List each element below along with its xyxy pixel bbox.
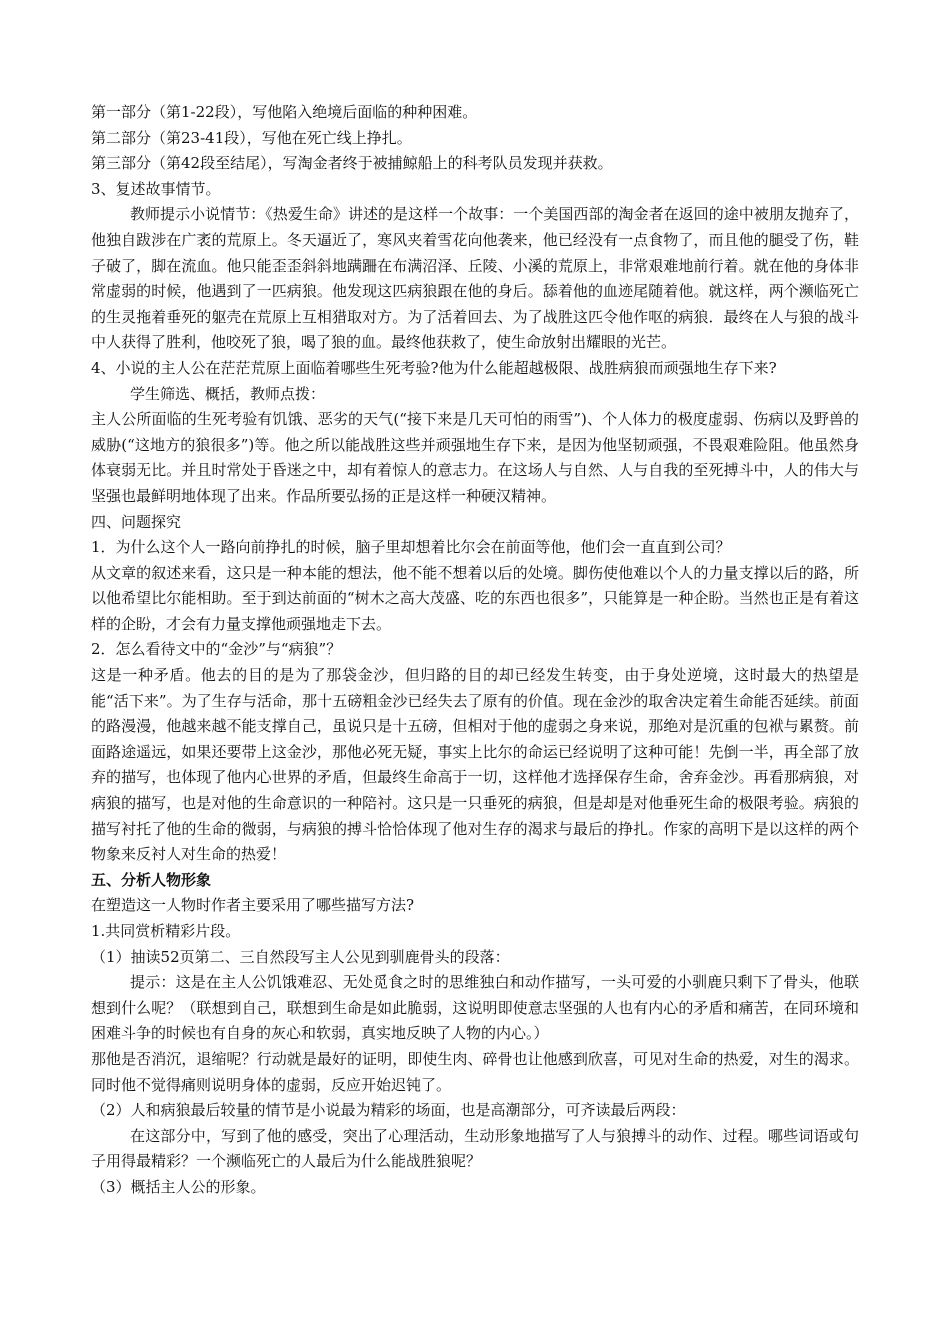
heading-appreciate-passages: 1.共同赏析精彩片段。 [91, 922, 241, 940]
paragraph-analysis-one: 那他是否消沉，退缩呢？行动就是最好的证明，即使生肉、碎骨也让他感到欣喜，可见对生命的热爱，对生的渴求。同时他不觉得痛则说明身体的虚弱，反应开始迟钝了。 [91, 1049, 859, 1094]
paragraph-hint-one: 提示：这是在主人公饥饿难忍、无处觅食之时的思维独白和动作描写，一头可爱的小驯鹿只剩下了骨头，他联想到什么呢？（联想到自己，联想到生命是如此脆弱，这说明即使意志坚强的人也有内心的矛盾和痛苦，在同环境和困难斗争的时候也有自身的灰心和软弱，真实地反映了人物的内心。） [91, 973, 859, 1043]
document-page [91, 100, 859, 1201]
question-four: 4、小说的主人公在茫茫荒原上面临着哪些生死考验?他为什么能超越极限、战胜病狼而顽强地生存下来? [91, 358, 777, 377]
heading-problem-inquiry: 四、问题探究 [91, 512, 182, 531]
question-description-methods: 在塑造这一人物时作者主要采用了哪些描写方法? [91, 896, 415, 915]
paragraph-plot-summary: 教师提示小说情节：《热爱生命》讲述的是这样一个故事：一个美国西部的淘金者在返回的途中被朋友抛弃了，他独自跋涉在广袤的荒原上。冬天逼近了，寒风夹着雪花向他袭来，他已经没有一点食物了，而且他的腿受了伤，鞋子破了，脚在流血。他只能歪歪斜斜地蹒跚在布满沼泽、丘陵、小溪的荒原上，非常艰难地前行着。就在他的身体非常虚弱的时候，他遇到了一匹病狼。他发现这匹病狼跟在他的身后。舔着他的血迹尾随着他。就这样，两个濒临死亡的生灵拖着垂死的躯壳在荒原上互相猎取对方。为了活着回去、为了战胜这匹令他作呕的病狼．最终在人与狼的战斗中人获得了胜利，他咬死了狼，喝了狼的血。最终他获救了，使生命放射出耀眼的光芒。 [91, 205, 859, 352]
item-passage-one: （1）抽读52页第二、三自然段写主人公见到驯鹿骨头的段落： [91, 947, 510, 966]
question-inquiry-two: 2．怎么看待文中的“金沙”与“病狼”？ [91, 640, 342, 659]
item-passage-two: （2）人和病狼最后较量的情节是小说最为精彩的场面，也是高潮部分，可齐读最后两段： [91, 1101, 686, 1120]
question-inquiry-one: 1．为什么这个人一路向前挣扎的时候，脑子里却想着比尔会在前面等他，他们会一直直到公司？ [91, 538, 731, 557]
paragraph-answer-inquiry-two: 这是一种矛盾。他去的目的是为了那袋金沙，但归路的目的却已经发生转变，由于身处逆境，这时最大的热望是能“活下来”。为了生存与活命，那十五磅粗金沙已经失去了原有的价值。现在金沙的取舍决定着生命能否延续。前面的路漫漫，他越来越不能支撑自己，虽说只是十五磅，但相对于他的虚弱之身来说，那绝对是沉重的包袱与累赘。前面路途遥远，如果还要带上这金沙，那他必死无疑，事实上比尔的命运已经说明了这种可能！先倒一半，再全部了放弃的描写，也体现了他内心世界的矛盾，但最终生命高于一切，这样他才选择保存生命，舍弃金沙。再看那病狼，对病狼的描写，也是对他的生命意识的一种陪衬。这只是一只垂死的病狼，但是却是对他垂死生命的极限考验。病狼的描写衬托了他的生命的微弱，与病狼的搏斗恰恰体现了他对生存的渴求与最后的挣扎。作家的高明下是以这样的两个物象来反衬人对生命的热爱！ [91, 666, 859, 864]
paragraph-part-one: 第一部分（第1-22段），写他陷入绝境后面临的种种困难。 [91, 103, 478, 121]
paragraph-part-three: 第三部分（第42段至结尾），写淘金者终于被捕鲸船上的科考队员发现并获救。 [91, 154, 613, 173]
item-summarize-character: （3）概括主人公的形象。 [91, 1177, 266, 1196]
paragraph-part-two: 第二部分（第23-41段），写他在死亡线上挣扎。 [91, 128, 412, 147]
heading-retell-plot: 3、复述故事情节。 [91, 179, 221, 198]
paragraph-student-note: 学生筛选、概括，教师点拨： [130, 384, 326, 403]
paragraph-analysis-two: 在这部分中，写到了他的感受，突出了心理活动，生动形象地描写了人与狼搏斗的动作、过程。哪些词语或句子用得最精彩？一个濒临死亡的人最后为什么能战胜狼呢？ [91, 1126, 859, 1171]
paragraph-answer-inquiry-one: 从文章的叙述来看，这只是一种本能的想法，他不能不想着以后的处境。脚伤使他难以个人的力量支撑以后的路，所以他希望比尔能相助。至于到达前面的“树木之高大茂盛、吃的东西也很多”，只能算是一种企盼。当然也正是有着这样的企盼，才会有力量支撑他顽强地走下去。 [91, 563, 859, 633]
heading-character-analysis: 五、分析人物形象 [91, 870, 212, 889]
paragraph-answer-four: 主人公所面临的生死考验有饥饿、恶劣的天气(“接下来是几天可怕的雨雪”)、个人体力的极度虚弱、伤病以及野兽的威胁(“这地方的狼很多”)等。他之所以能战胜这些并顽强地生存下来，是因为他坚韧顽强，不畏艰难险阻。他虽然身体衰弱无比。并且时常处于昏迷之中，却有着惊人的意志力。在这场人与自然、人与自我的至死搏斗中，人的伟大与坚强也最鲜明地体现了出来。作品所要弘扬的正是这样一种硬汉精神。 [91, 410, 859, 505]
